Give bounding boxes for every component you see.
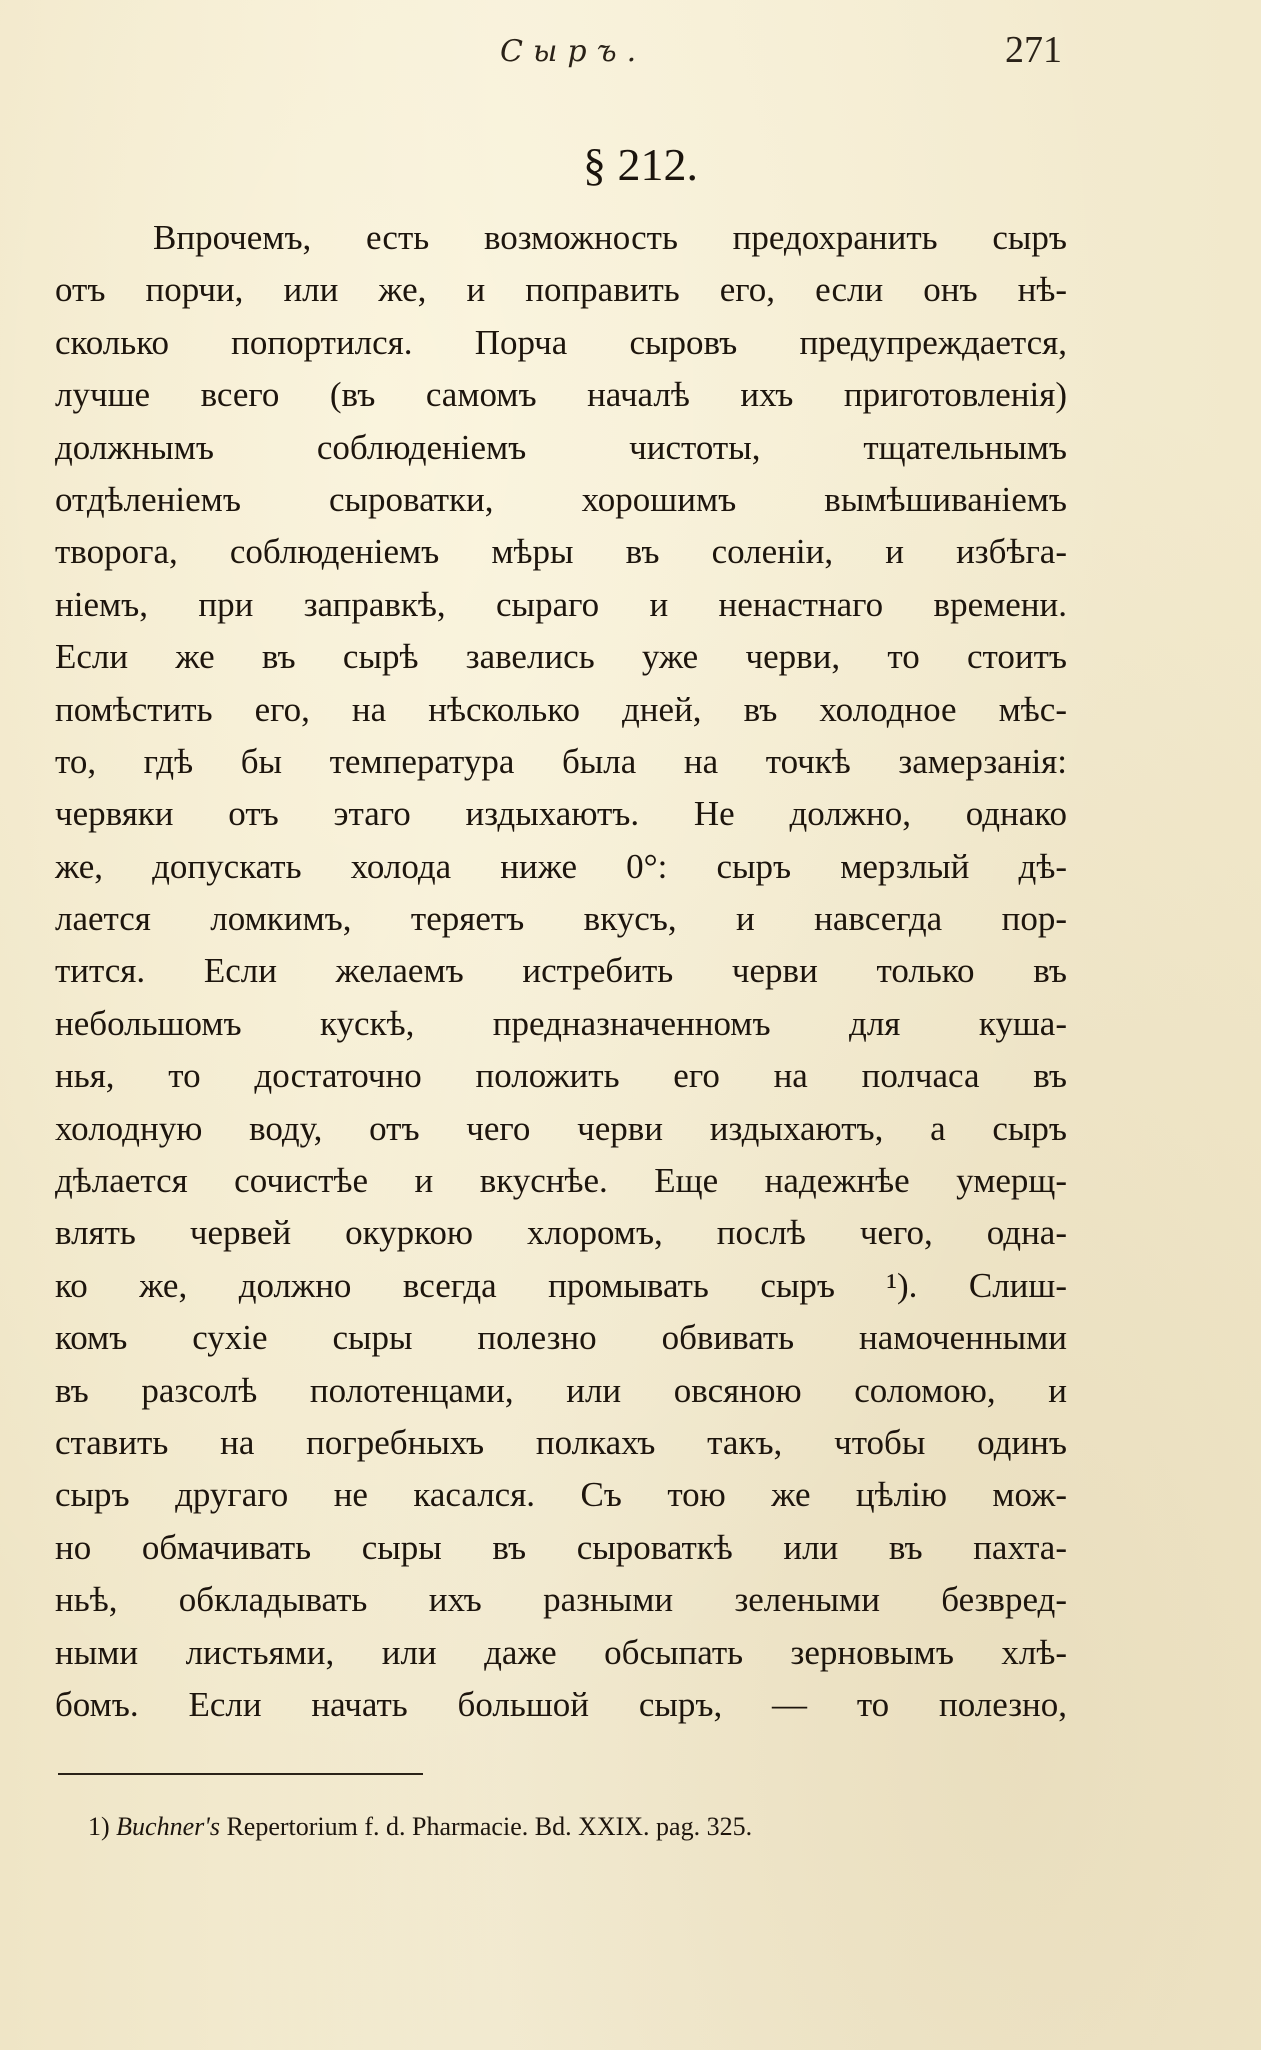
footnote: [88, 1812, 752, 1842]
text-line: лучше всего (въ самомъ началѣ ихъ приготовленія): [55, 375, 1067, 415]
text-line: сколько попортился. Порча сыровъ предупреждается,: [55, 322, 1067, 362]
text-line: ко же, должно всегда промывать сыръ ¹). Слиш-: [55, 1265, 1067, 1305]
text-line: бомъ. Если начать большой сыръ, — то полезно,: [55, 1684, 1067, 1724]
text-line: тится. Если желаемъ истребить черви только въ: [55, 951, 1067, 991]
text-line: нья, то достаточно положить его на полчаса въ: [55, 1056, 1067, 1096]
text-line: помѣстить его, на нѣсколько дней, въ холодное мѣс-: [55, 689, 1067, 729]
footnote-divider: [58, 1773, 423, 1775]
text-line: творога, соблюденіемъ мѣры въ соленіи, и избѣга-: [55, 532, 1067, 572]
text-line: же, допускать холода ниже 0°: сыръ мерзлый дѣ-: [55, 846, 1067, 886]
body-text: [55, 212, 1067, 1731]
text-line: сыръ другаго не касался. Съ тою же цѣлію мож-: [55, 1475, 1067, 1515]
text-line: Если же въ сырѣ завелись уже черви, то стоитъ: [55, 637, 1067, 677]
text-line: отъ порчи, или же, и поправить его, если онъ нѣ-: [55, 270, 1067, 310]
text-line: въ разсолѣ полотенцами, или овсяною соломою, и: [55, 1370, 1067, 1410]
text-line: должнымъ соблюденіемъ чистоты, тщательнымъ: [55, 427, 1067, 467]
text-line: ными листьями, или даже обсыпать зерновымъ хлѣ-: [55, 1632, 1067, 1672]
page-number: 271: [1005, 29, 1062, 71]
text-line: комъ сухіе сыры полезно обвивать намоченными: [55, 1318, 1067, 1358]
section-heading: § 212.: [583, 139, 698, 190]
footnote-text: Repertorium f. d. Pharmacie. Bd. XXIX. pag. 325.: [226, 1812, 753, 1841]
text-line: ньѣ, обкладывать ихъ разными зелеными безвред-: [55, 1580, 1067, 1620]
text-line: ніемъ, при заправкѣ, сыраго и ненастнаго времени.: [55, 584, 1067, 624]
text-line: влять червей окуркою хлоромъ, послѣ чего, одна-: [55, 1213, 1067, 1253]
footnote-marker: 1): [88, 1812, 110, 1841]
text-line: то, гдѣ бы температура была на точкѣ замерзанія:: [55, 741, 1067, 781]
text-line: ставить на погребныхъ полкахъ такъ, чтобы одинъ: [55, 1422, 1067, 1462]
text-line: дѣлается сочистѣе и вкуснѣе. Еще надежнѣе умерщ-: [55, 1161, 1067, 1201]
running-title: Сыръ.: [500, 34, 647, 69]
text-line: Впрочемъ, есть возможность предохранить сыръ: [153, 218, 1067, 257]
text-line: небольшомъ кускѣ, предназначенномъ для куша-: [55, 1003, 1067, 1043]
footnote-author: Buchner's: [116, 1812, 220, 1841]
text-line: холодную воду, отъ чего черви издыхаютъ, а сыръ: [55, 1108, 1067, 1148]
text-line: лается ломкимъ, теряетъ вкусъ, и навсегда пор-: [55, 899, 1067, 939]
text-line: отдѣленіемъ сыроватки, хорошимъ вымѣшиваніемъ: [55, 479, 1067, 519]
text-line: но обмачивать сыры въ сыроваткѣ или въ пахта-: [55, 1527, 1067, 1567]
text-line: червяки отъ этаго издыхаютъ. Не должно, однако: [55, 794, 1067, 834]
